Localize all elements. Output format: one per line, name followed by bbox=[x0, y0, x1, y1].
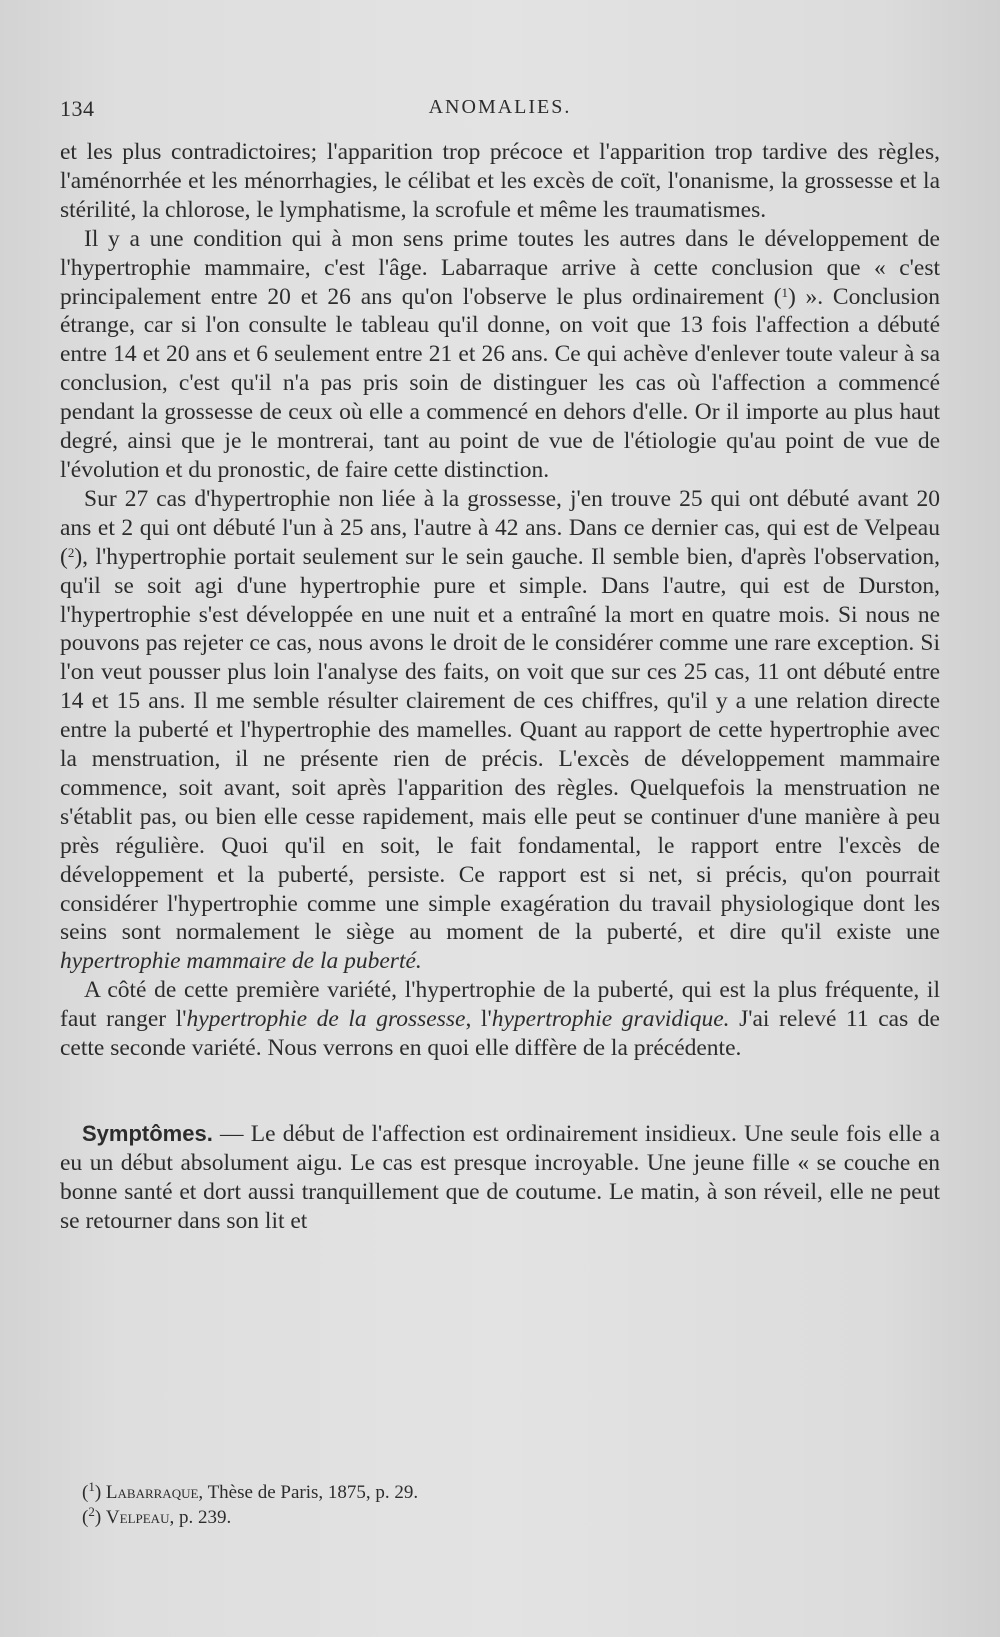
paragraph-1-text: et les plus contradictoires; l'apparition trop précoce et l'apparition trop tardive des règles, l'aménorrhée et les ménorrhagies, le célibat et les excès de coït, l'onanisme, la grossesse et la stérilité, la chlorose, le lymphatisme, la scrofule et même les traumatismes. bbox=[60, 139, 940, 223]
footnote-1-text: , Thèse de Paris, 1875, p. 29. bbox=[198, 1482, 419, 1503]
footnotes bbox=[82, 1480, 942, 1530]
paragraph-4-text-mid: , l' bbox=[465, 1006, 492, 1033]
page-header bbox=[60, 96, 940, 126]
paragraph-1 bbox=[60, 138, 940, 225]
footnote-2-text: , p. 239. bbox=[169, 1507, 232, 1528]
body-text bbox=[60, 138, 940, 1236]
running-head: ANOMALIES. bbox=[428, 96, 572, 118]
paragraph-2-text-a: Il y a une condition qui à mon sens prime toutes les autres dans le développement de l'hypertrophie mammaire, c'est l'âge. Labarraque arrive à cette conclusion que « c'est principalement entre 20 et 26 ans qu'on l'observe le plus ordinairement ( bbox=[60, 225, 940, 310]
footnote-1-mark: 1 bbox=[88, 1479, 95, 1494]
paragraph-4-italic-2: hypertrophie gravidique. bbox=[491, 1006, 730, 1033]
footnote-1: ($^1$) Labarraque, Thèse de Paris, 1875, p. 29. bbox=[82, 1479, 419, 1503]
footnote-2-author: Velpeau bbox=[105, 1507, 170, 1528]
paragraph-2 bbox=[60, 225, 940, 485]
footnote-1-author: Labarraque bbox=[105, 1482, 199, 1503]
paragraph-4 bbox=[60, 976, 940, 1063]
paragraph-5-text: — Le début de l'affection est ordinairement insidieux. Une seule fois elle a eu un début absolument aigu. Le cas est presque incroyable. Une jeune fille « se couche en bonne santé et dort aussi tranquillement que de coutume. Le matin, à son réveil, elle ne peut se retourner dans son lit et bbox=[60, 1121, 940, 1234]
paragraph-4-text-a: A côté de cette première variété, l'hypertrophie de la puberté, qui est la plus fréquente, il faut ranger l' bbox=[60, 977, 940, 1033]
page-number: 134 bbox=[60, 96, 95, 121]
paragraph-3-italic: hypertrophie mammaire de la puberté. bbox=[60, 948, 422, 975]
footnote-ref-1[interactable]: 1 bbox=[781, 284, 788, 300]
footnote-2: ($^2$) Velpeau, p. 239. bbox=[82, 1504, 232, 1528]
footnote-ref-2[interactable]: 2 bbox=[67, 544, 75, 560]
footnote-2-mark: 2 bbox=[88, 1504, 95, 1519]
paragraph-4-italic-1: hypertrophie de la grossesse bbox=[186, 1006, 466, 1033]
paragraph-3-text-b: ), l'hypertrophie portait seulement sur le sein gauche. Il semble bien, d'après l'observation, qu'il se soit agi d'une hypertrophie pure et simple. Dans l'autre, qui est de Durston, l'hypertrophie s'est développée en une nuit et a entraîné la mort en quatre mois. Si nous ne pouvons pas rejeter ce cas, nous avons le droit de le considérer comme une rare exception. Si l'on veut pousser plus loin l'analyse des faits, on voit que sur ces 25 cas, 11 ont débuté entre 14 et 15 ans. Il me semble résulter clairement de ces chiffres, qu'il y a une relation directe entre la puberté et l'hypertrophie des mamelles. Quant au rapport de cette hypertrophie avec la menstruation, il ne présente rien de précis. L'excès de développement mammaire commence, soit avant, soit après l'apparition des règles. Quelquefois la menstruation ne s'établit pas, ou bien elle cesse rapidement, mais elle peut se continuer d'une manière à peu près régulière. Quoi qu'il en soit, le fait fondamental, le rapport entre l'excès de développement et la puberté, persiste. Ce rapport est si net, si précis, qu'on pourrait considérer l'hypertrophie comme une simple exagération du travail physiologique dont les seins sont normalement le siège au moment de la puberté, et dire qu'il existe une bbox=[60, 543, 940, 946]
paragraph-3-text-a: Sur 27 cas d'hypertrophie non liée à la grossesse, j'en trouve 25 qui ont débuté avant 20 ans et 2 qui ont débuté l'un à 25 ans, l'autre à 42 ans. Dans ce dernier cas, qui est de Velpeau ( bbox=[60, 485, 940, 570]
paragraph-symptomes bbox=[60, 1120, 940, 1236]
paragraph-3 bbox=[60, 485, 940, 976]
paragraph-2-text-b: ) ». Conclusion étrange, car si l'on consulte le tableau qu'il donne, on voit que 13 fois l'affection a débuté entre 14 et 20 ans et 6 seulement entre 21 et 26 ans. Ce qui achève d'enlever toute valeur à sa conclusion, c'est qu'il n'a pas pris soin de distinguer les cas où l'affection a commencé pendant la grossesse de ceux où elle a commencé en dehors d'elle. Or il importe au plus haut degré, ainsi que je le montrerai, tant au point de vue de l'étiologie qu'au point de vue de l'évolution et du pronostic, de faire cette distinction. bbox=[60, 283, 940, 483]
paragraph-4-text-b: J'ai relevé 11 cas de cette seconde variété. Nous verrons en quoi elle diffère de la précédente. bbox=[60, 1006, 940, 1062]
section-heading-symptomes: Symptômes. bbox=[82, 1121, 213, 1146]
